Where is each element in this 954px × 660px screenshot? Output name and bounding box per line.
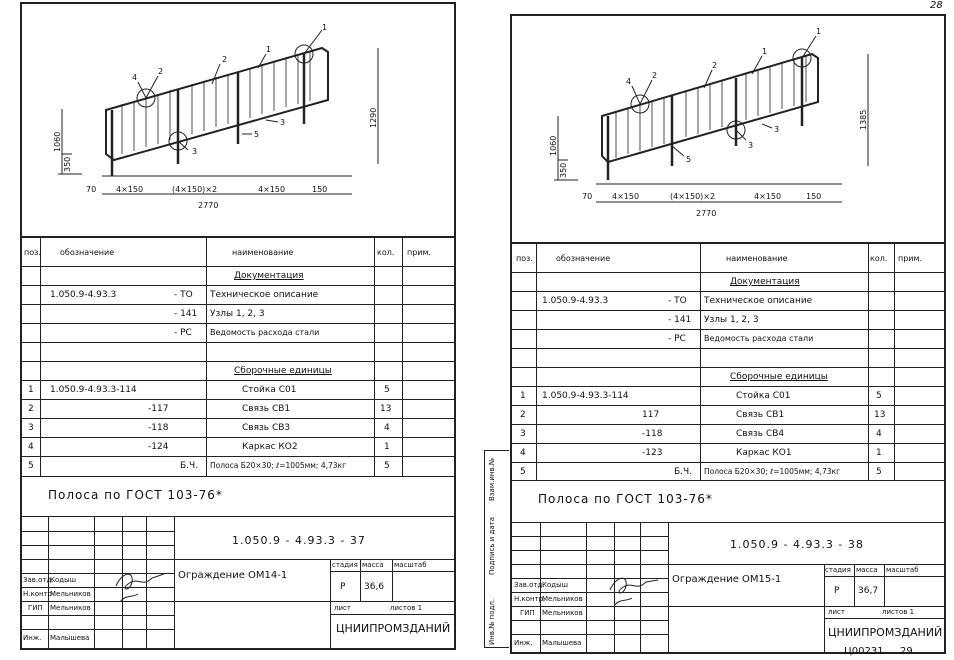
signer-name: Малышева — [50, 634, 90, 642]
table-cell-pos: 1 — [520, 391, 526, 401]
drawing-title: Ограждение ОМ14-1 — [178, 570, 288, 581]
dim-4x150c: 4×150 — [258, 185, 286, 194]
signature-mark — [112, 564, 172, 608]
signer-name: Кодыш — [50, 576, 77, 584]
table-cell-name: Связь СВ4 — [736, 429, 785, 439]
table-cell-qty: 13 — [874, 410, 886, 420]
table-cell-qty: 1 — [876, 448, 882, 458]
table-cell-pos: 5 — [520, 467, 526, 477]
callout-1a: 1 — [266, 45, 272, 54]
signer-name: Мельников — [50, 604, 91, 612]
table-cell-pos: 2 — [28, 404, 34, 414]
callout-3b: 3 — [280, 118, 286, 127]
table-cell-pos: 1 — [28, 385, 34, 395]
col-name: наименование — [726, 254, 788, 263]
table-cell-name: Техническое описание — [704, 296, 813, 306]
mass-label: масса — [856, 566, 878, 574]
stage-value: Р — [834, 586, 840, 596]
table-row: Сборочные единицы — [234, 366, 332, 376]
mass-value: 36,7 — [858, 586, 879, 596]
signer-role: Н.контр. — [23, 590, 55, 598]
dim-4x150b: (4×150)×2 — [172, 185, 218, 194]
dim-150: 150 — [312, 185, 328, 194]
signer-name: Кодыш — [542, 581, 569, 589]
dim-70: 70 — [86, 185, 97, 194]
dim-350: 350 — [559, 162, 568, 178]
col-name: наименование — [232, 248, 294, 257]
material-note: Полоса по ГОСТ 103-76* — [48, 488, 223, 502]
sheet-label: лист — [334, 604, 351, 612]
table-cell-pos: 5 — [28, 461, 34, 471]
table-cell-suffix: - РС — [174, 328, 192, 338]
drawing-sheet-left — [20, 2, 456, 650]
dim-1290: 1290 — [369, 107, 378, 128]
margin-label: Подпись и дата — [488, 517, 496, 575]
table-cell-code: 1.050.9-4.93.3-114 — [542, 391, 629, 401]
dim-150: 150 — [806, 192, 822, 201]
callout-5: 5 — [686, 155, 692, 164]
table-cell-suffix: Б.Ч. — [674, 467, 693, 477]
signer-name: Мельников — [542, 609, 583, 617]
table-cell-suffix: -118 — [642, 429, 663, 439]
table-cell-name: Каркас КО1 — [736, 448, 792, 458]
organization-name: ЦНИИПРОМЗДАНИЙ — [828, 626, 943, 639]
table-cell-qty: 4 — [876, 429, 882, 439]
table-cell-name: Ведомость расхода стали — [210, 328, 320, 337]
table-cell-suffix: - 141 — [174, 309, 198, 319]
page-number-top: 28 — [930, 0, 943, 11]
document-code: 1.050.9 - 4.93.3 - 38 — [730, 538, 864, 551]
table-row: Документация — [730, 277, 800, 287]
table-cell-qty: 1 — [384, 442, 390, 452]
stage-value: Р — [340, 582, 346, 592]
table-cell-suffix: - ТО — [668, 296, 687, 306]
table-cell-suffix: - ТО — [174, 290, 193, 300]
table-cell-suffix: -123 — [642, 448, 663, 458]
table-cell-pos: 3 — [28, 423, 34, 433]
table-cell-qty: 5 — [876, 391, 882, 401]
signature-mark — [606, 568, 666, 612]
signer-role: Инж. — [514, 639, 533, 647]
col-note: прим. — [898, 254, 923, 263]
mass-label: масса — [362, 561, 384, 569]
callout-3a: 3 — [192, 147, 198, 156]
margin-label: Взам.инв.№ — [488, 457, 496, 501]
sheet-label: лист — [828, 608, 845, 616]
table-cell-name: Узлы 1, 2, 3 — [704, 315, 759, 325]
callout-2b: 2 — [712, 61, 718, 70]
table-cell-name: Узлы 1, 2, 3 — [210, 309, 265, 319]
table-cell-suffix: -124 — [148, 442, 169, 452]
signer-name: Мельников — [50, 590, 91, 598]
dim-4x150a: 4×150 — [612, 192, 640, 201]
col-qty: кол. — [377, 248, 395, 257]
organization-name: ЦНИИПРОМЗДАНИЙ — [336, 622, 451, 635]
dim-4x150c: 4×150 — [754, 192, 782, 201]
page-number-bottom: 29 — [900, 646, 913, 657]
table-cell-suffix: 117 — [642, 410, 660, 420]
table-cell-name: Связь СВ3 — [242, 423, 291, 433]
dim-total: 2770 — [696, 209, 717, 218]
table-cell-pos: 2 — [520, 410, 526, 420]
callout-4: 4 — [626, 77, 632, 86]
scale-label: масштаб — [886, 566, 919, 574]
table-cell-qty: 5 — [384, 461, 390, 471]
table-cell-pos: 4 — [520, 448, 526, 458]
signer-role: Зав.отд. — [514, 581, 545, 589]
margin-label: Инв.№ подл. — [488, 598, 496, 645]
sheets-label: листов 1 — [882, 608, 915, 616]
table-cell-suffix: - 141 — [668, 315, 692, 325]
table-cell-pos: 3 — [520, 429, 526, 439]
col-note: прим. — [407, 248, 432, 257]
col-code: обозначение — [60, 248, 115, 257]
dim-4x150b: (4×150)×2 — [670, 192, 716, 201]
col-pos: поз. — [516, 254, 533, 263]
drawing-title: Ограждение ОМ15-1 — [672, 574, 782, 585]
callout-2: 2 — [158, 67, 164, 76]
table-cell-qty: 5 — [384, 385, 390, 395]
callout-4: 4 — [132, 73, 138, 82]
fence-drawing-right — [512, 16, 944, 242]
table-cell-suffix: -118 — [148, 423, 169, 433]
table-cell-code: 1.050.9-4.93.3 — [542, 296, 609, 306]
signer-name: Малышева — [542, 639, 582, 647]
table-cell-name: Полоса Б20×30; ℓ=1005мм; 4,73кг — [210, 461, 347, 470]
table-cell-suffix: Б.Ч. — [180, 461, 199, 471]
document-code: 1.050.9 - 4.93.3 - 37 — [232, 534, 366, 547]
table-cell-name: Техническое описание — [210, 290, 319, 300]
table-cell-qty: 13 — [380, 404, 392, 414]
material-note: Полоса по ГОСТ 103-76* — [538, 492, 713, 506]
table-cell-suffix: -117 — [148, 404, 169, 414]
dim-70: 70 — [582, 192, 593, 201]
signer-role: ГИП — [28, 604, 43, 612]
scale-label: масштаб — [394, 561, 427, 569]
dim-1060: 1060 — [549, 135, 558, 156]
table-row: Документация — [234, 271, 304, 281]
drawing-sheet-right — [510, 14, 946, 654]
binding-margin — [484, 450, 509, 648]
callout-5: 5 — [254, 130, 260, 139]
signer-name: Мельников — [542, 595, 583, 603]
signer-role: Н.контр. — [514, 595, 546, 603]
table-cell-pos: 4 — [28, 442, 34, 452]
col-code: обозначение — [556, 254, 611, 263]
stage-label: стадия — [332, 561, 358, 569]
callout-3a: 3 — [748, 141, 754, 150]
sheets-label: листов 1 — [390, 604, 423, 612]
table-cell-qty: 5 — [876, 467, 882, 477]
table-cell-code: 1.050.9-4.93.3 — [50, 290, 117, 300]
callout-2b: 2 — [222, 55, 228, 64]
stage-label: стадия — [825, 566, 851, 574]
table-cell-name: Стойка С01 — [736, 391, 791, 401]
signer-role: Зав.отд. — [23, 576, 54, 584]
dim-1060: 1060 — [53, 131, 62, 152]
archive-code: Ц00231 — [844, 646, 884, 657]
callout-3b: 3 — [774, 125, 780, 134]
col-pos: поз. — [24, 248, 41, 257]
dim-350: 350 — [63, 156, 72, 172]
table-cell-name: Связь СВ1 — [736, 410, 785, 420]
dim-4x150a: 4×150 — [116, 185, 144, 194]
mass-value: 36,6 — [364, 582, 385, 592]
table-cell-name: Каркас КО2 — [242, 442, 298, 452]
signer-role: Инж. — [23, 634, 42, 642]
dim-total: 2770 — [198, 201, 219, 210]
callout-1b: 1 — [816, 27, 822, 36]
table-cell-code: 1.050.9-4.93.3-114 — [50, 385, 137, 395]
table-cell-name: Ведомость расхода стали — [704, 334, 814, 343]
col-qty: кол. — [870, 254, 888, 263]
fence-drawing-left — [22, 4, 454, 230]
table-row: Сборочные единицы — [730, 372, 828, 382]
callout-1a: 1 — [762, 47, 768, 56]
callout-2: 2 — [652, 71, 658, 80]
table-cell-name: Полоса Б20×30; ℓ=1005мм; 4,73кг — [704, 467, 841, 476]
table-cell-name: Стойка С01 — [242, 385, 297, 395]
table-cell-qty: 4 — [384, 423, 390, 433]
signer-role: ГИП — [520, 609, 535, 617]
callout-1b: 1 — [322, 23, 328, 32]
table-cell-name: Связь СВ1 — [242, 404, 291, 414]
dim-1385: 1385 — [859, 109, 868, 130]
table-cell-suffix: - РС — [668, 334, 686, 344]
